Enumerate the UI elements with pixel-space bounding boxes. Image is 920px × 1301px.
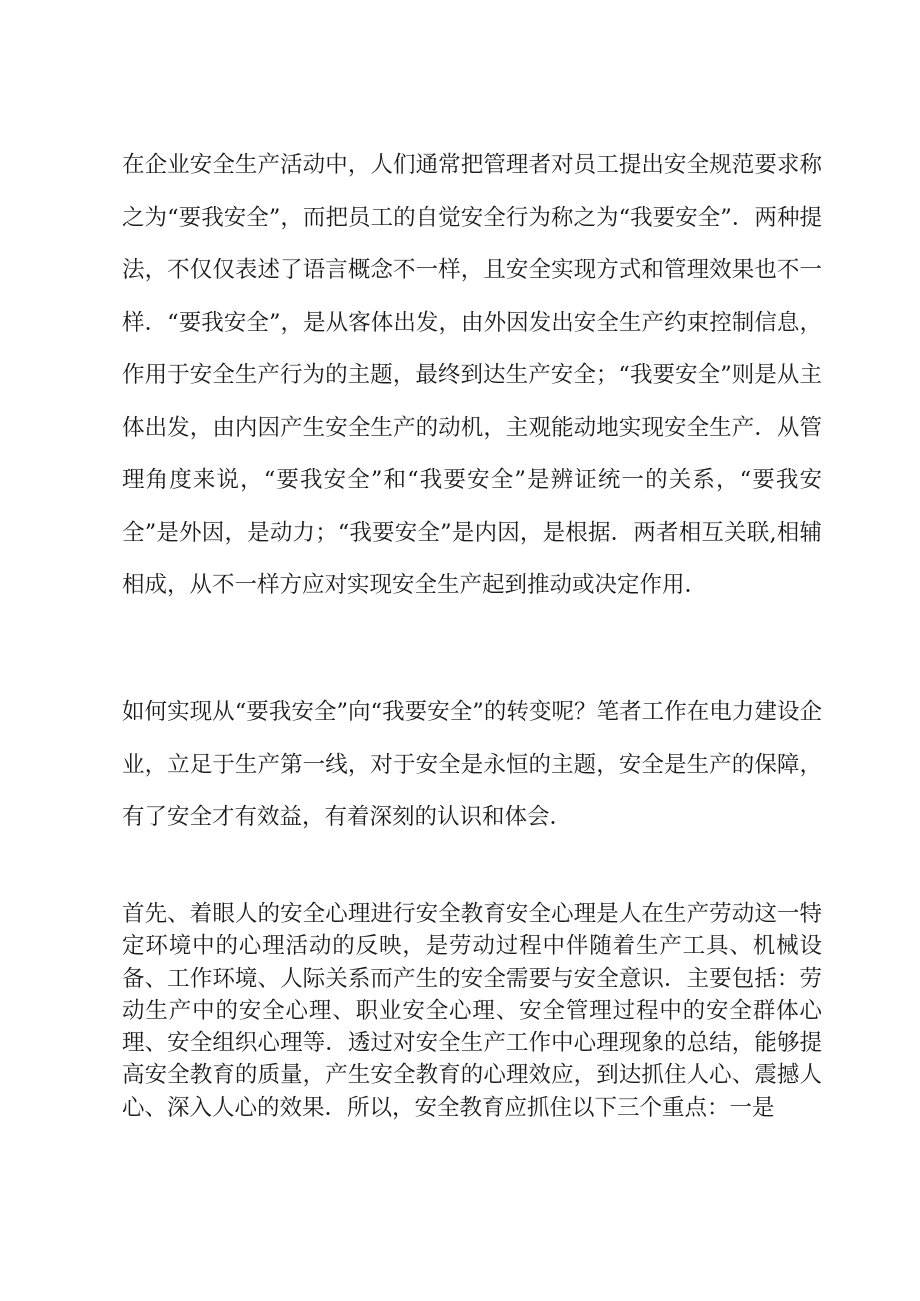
paragraph-question: 如何实现从“要我安全”向“我要安全”的转变呢？笔者工作在电力建设企业，立足于生产第一线，对于安全是永恒的主题，安全是生产的保障，有了安全才有效益，有着深刻的认识和体会．	[122, 699, 822, 830]
paragraph-intro: 在企业安全生产活动中，人们通常把管理者对员工提出安全规范要求称之为“要我安全”，而把员工的自觉安全行为称之为“我要安全”．两种提法，不仅仅表述了语言概念不一样，且安全实现方式和管理效果也不一样．“要我安全”，是从客体出发，由外因发出安全生产约束控制信息，作用于安全生产行为的主题，最终到达生产安全；“我要安全”则是从主体出发，由内因产生安全生产的动机，主观能动地实现安全生产．从管理角度来说，“要我安全”和“我要安全”是辨证统一的关系，“要我安全”是外因，是动力；“我要安全”是内因，是根据．两者相互关联,相辅相成，从不一样方应对实现安全生产起到推动或决定作用．	[122, 152, 822, 598]
paragraph-safety-psychology: 首先、着眼人的安全心理进行安全教育安全心理是人在生产劳动这一特定环境中的心理活动的反映，是劳动过程中伴随着生产工具、机械设备、工作环境、人际关系而产生的安全需要与安全意识．主要包括：劳动生产中的安全心理、职业安全心理、安全管理过程中的安全群体心理、安全组织心理等．透过对安全生产工作中心理现象的总结，能够提高安全教育的质量，产生安全教育的心理效应，到达抓住人心、震撼人心、深入人心的效果．所以，安全教育应抓住以下三个重点：一是	[122, 901, 822, 1121]
